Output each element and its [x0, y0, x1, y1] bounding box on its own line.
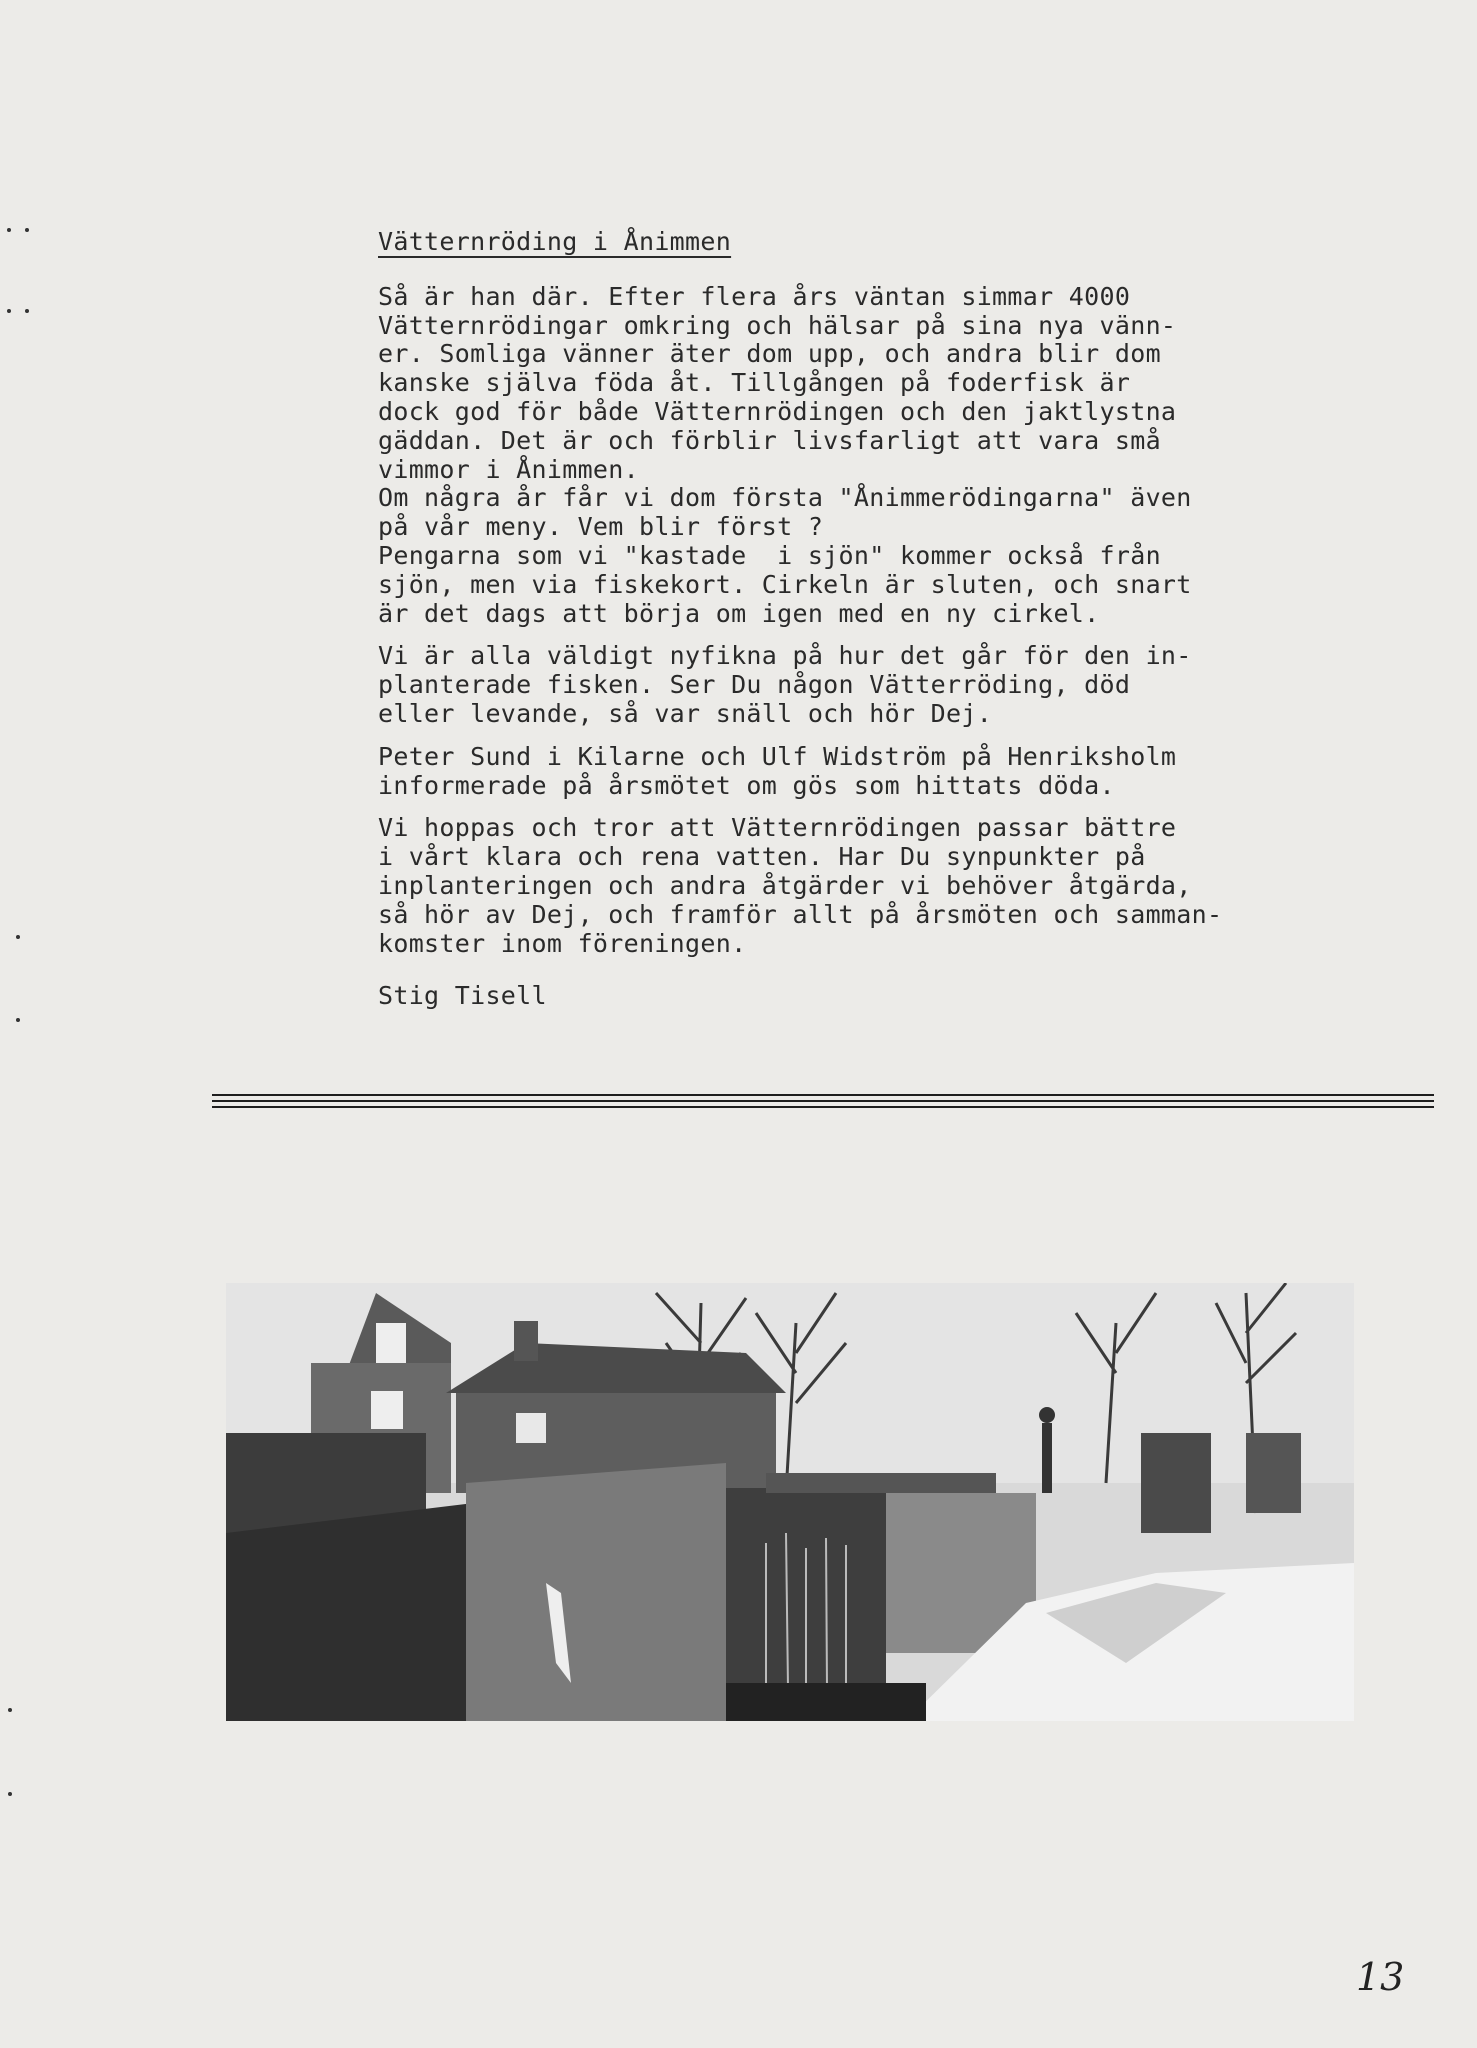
text-line: eller levande, så var snäll och hör Dej. — [378, 698, 993, 728]
binder-hole-mark — [8, 1792, 12, 1796]
text-line: är det dags att börja om igen med en ny cirkel. — [378, 598, 1100, 628]
text-line: kanske själva föda åt. Tillgången på foderfisk är — [378, 368, 1131, 398]
article-signature: Stig Tisell — [378, 981, 547, 1011]
binder-hole-mark — [25, 309, 29, 313]
text-line: i vårt klara och rena vatten. Har Du synpunkter på — [378, 842, 1146, 872]
section-divider — [212, 1092, 1434, 1112]
text-line: inplanteringen och andra åtgärder vi behöver åtgärda, — [378, 870, 1192, 900]
binder-hole-mark — [7, 228, 11, 232]
page-number: 13 — [1356, 1955, 1405, 1999]
text-line: informerade på årsmötet om gös som hittats döda. — [378, 770, 1115, 800]
text-line: planterade fisken. Ser Du någon Vätterröding, död — [378, 670, 1131, 700]
text-line: gäddan. Det är och förblir livsfarligt att vara små — [378, 425, 1161, 455]
canal-lock-photo — [226, 1283, 1354, 1721]
binder-hole-mark — [16, 935, 20, 939]
article-title: Vätternröding i Ånimmen — [378, 227, 732, 256]
binder-hole-mark — [16, 1018, 20, 1022]
text-line: Så är han där. Efter flera års väntan simmar 4000 — [378, 281, 1131, 311]
article-paragraph — [378, 283, 1338, 629]
text-line: så hör av Dej, och framför allt på årsmöten och samman- — [378, 899, 1223, 929]
text-line: komster inom föreningen. — [378, 928, 747, 958]
text-line: Vi är alla väldigt nyfikna på hur det går för den in- — [378, 641, 1192, 671]
binder-hole-mark — [8, 1708, 12, 1712]
text-line: sjön, men via fiskekort. Cirkeln är sluten, och snart — [378, 569, 1192, 599]
article — [378, 228, 1338, 1011]
binder-hole-mark — [25, 228, 29, 232]
text-line: er. Somliga vänner äter dom upp, och andra blir dom — [378, 339, 1161, 369]
text-line: vimmor i Ånimmen. — [378, 454, 639, 484]
article-paragraph — [378, 642, 1338, 728]
article-paragraph — [378, 743, 1338, 801]
binder-hole-mark — [7, 309, 11, 313]
text-line: Pengarna som vi "kastade i sjön" kommer också från — [378, 540, 1161, 570]
text-line: dock god för både Vätternrödingen och den jaktlystna — [378, 396, 1177, 426]
text-line: på vår meny. Vem blir först ? — [378, 512, 824, 542]
article-paragraph — [378, 814, 1338, 958]
text-line: Vi hoppas och tror att Vätternrödingen passar bättre — [378, 813, 1177, 843]
text-line: Om några år får vi dom första "Ånimmerödingarna" även — [378, 483, 1192, 513]
text-line: Vätternrödingar omkring och hälsar på sina nya vänn- — [378, 310, 1177, 340]
text-line: Peter Sund i Kilarne och Ulf Widström på Henriksholm — [378, 741, 1177, 771]
photo-illustration — [226, 1283, 1354, 1721]
